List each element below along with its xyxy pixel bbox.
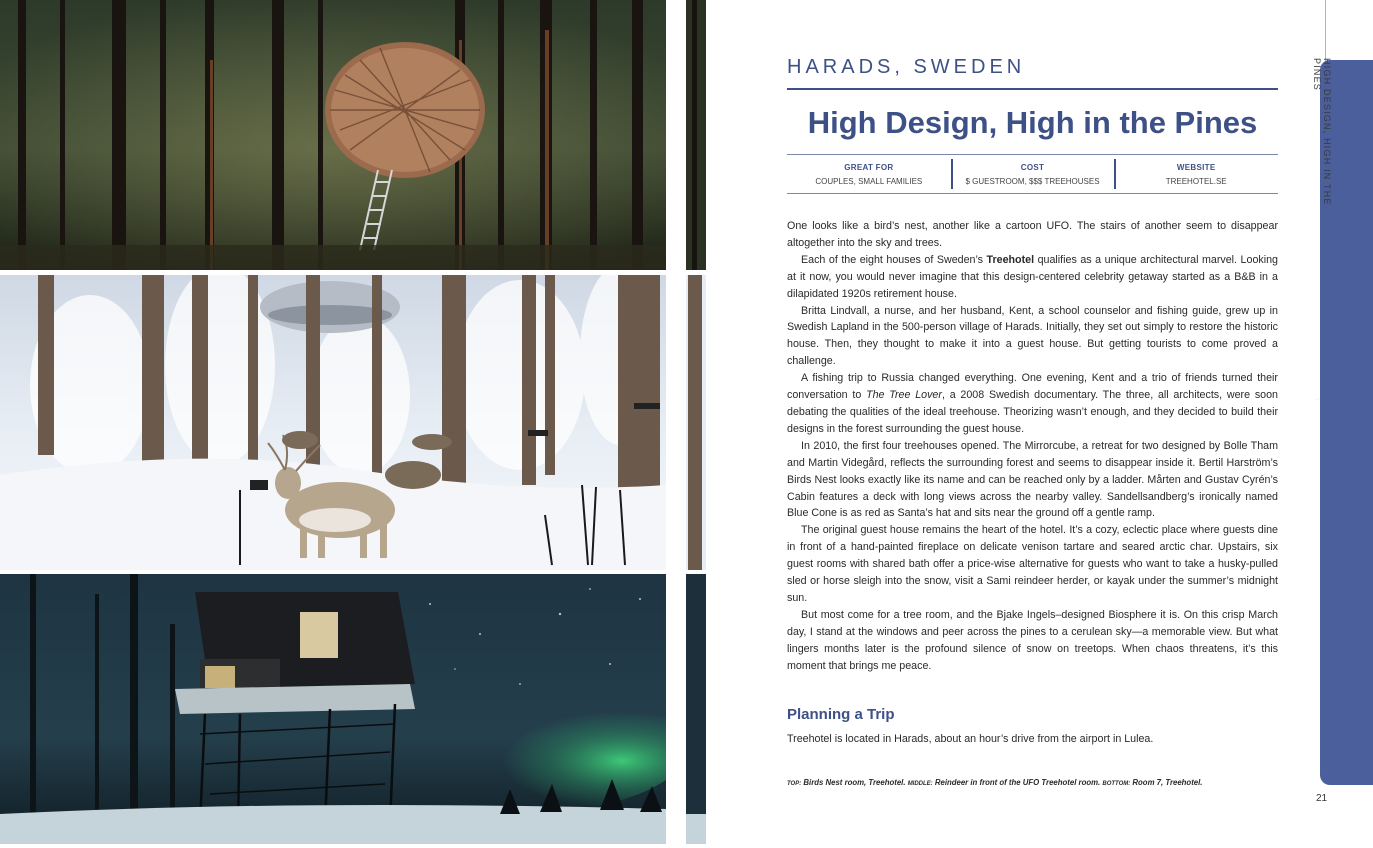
film-title: The Tree Lover	[866, 389, 942, 402]
info-great-for	[787, 155, 951, 193]
hotel-name: Treehotel	[986, 253, 1035, 266]
photo-sliver-middle	[686, 275, 706, 570]
paragraph-text: , a 2008 Swedish documentary. The three, all architects, were soon debating the qualities of the ideal treehouse. Theorizing wasn’t enough, and they decided to build their designs in the forest surrounding the guest house.	[787, 389, 1279, 435]
photo-birds-nest	[0, 0, 666, 270]
caption-tag: TOP:	[787, 781, 802, 787]
info-label: WEBSITE	[1176, 163, 1216, 172]
photo-room7-aurora	[0, 574, 666, 844]
paragraph-text: qualifies as a unique architectural marvel. Looking at it now, you would never imagine that this design-centered celebrity getaway started as a B&B in a dilapidated 1920s retirement house.	[787, 253, 1278, 300]
paragraph	[787, 370, 1278, 438]
paragraph	[787, 607, 1278, 675]
info-website	[1114, 155, 1278, 193]
heading-rule	[787, 88, 1278, 90]
article-body	[787, 218, 1278, 674]
caption-text: Reindeer in front of the UFO Treehotel room.	[932, 778, 1103, 787]
photo-sliver-bottom	[686, 574, 706, 844]
info-cost	[951, 155, 1115, 193]
paragraph	[787, 522, 1278, 607]
paragraph-text: Britta Lindvall, a nurse, and her husband, Kent, a school counselor and fishing guide, grew up in Swedish Lapland in the 500-person village of Harads. Initially, they set out simply to restore the historic house. Then, they thought to make it into a guest house. But getting tourists to come proved a challenge.	[787, 304, 1278, 368]
info-label: GREAT FOR	[844, 163, 894, 172]
paragraph	[787, 438, 1278, 523]
page-number: 21	[1316, 793, 1328, 804]
running-head: HIGH DESIGN, HIGH IN THE PINES	[1312, 58, 1332, 206]
photo-sliver-top	[686, 0, 706, 270]
paragraph	[787, 252, 1278, 303]
paragraph-text: The original guest house remains the heart of the hotel. It’s a cozy, eclectic place where guests dine in front of a hand-painted fireplace on delicate venison tartare and seared arctic char. Upstairs, six guest rooms with shared bath offer a price-wise alternative for guests who want to take a husky-pulled sled or horse sleigh into the snow, visit a Sami reindeer herder, or kayak under the summer’s midnight sun.	[787, 524, 1278, 604]
caption-text: Birds Nest room, Treehotel.	[801, 778, 908, 787]
paragraph-text: Each of the eight houses of Sweden’s	[801, 253, 987, 266]
planning-heading: Planning a Trip	[787, 706, 895, 723]
photo-caption	[787, 778, 1202, 787]
info-label: COST	[1020, 163, 1045, 172]
info-bar	[787, 154, 1278, 194]
caption-tag: BOTTOM:	[1102, 781, 1131, 787]
planning-text: Treehotel is located in Harads, about an hour’s drive from the airport in Lulea.	[787, 733, 1154, 745]
photo-reindeer-ufo	[0, 275, 666, 570]
caption-tag: MIDDLE:	[907, 781, 933, 787]
paragraph-text: But most come for a tree room, and the Bjake Ingels–designed Biosphere it is. On this crisp March day, I stand at the windows and peer across the pines to a cerulean sky—a memorable view. But what lingers months later is the profound silence of snow on treetops. When chaos threatens, it’s this moment that brings me peace.	[787, 608, 1278, 672]
paragraph-text: A fishing trip to Russia changed everything. One evening, Kent and a trio of friends turned their conversation to	[787, 372, 1278, 402]
paragraph	[787, 303, 1278, 371]
info-value: TREEHOTEL.SE	[1165, 177, 1227, 186]
info-value: $ GUESTROOM, $$$ TREEHOUSES	[965, 177, 1100, 186]
paragraph-text: In 2010, the first four treehouses opened. The Mirrorcube, a retreat for two designed by Bolle Tham and Martin Videgård, reflects the surrounding forest and seems to disappear inside it. Bertil Harström’s Birds Nest looks exactly like its name and can be reached only by a ladder. Mårten and Gustav Cyrén’s Cabin features a deck with long views across the nearby valley. Sandellsandberg’s ironically named Blue Cone is as red as Santa’s hat and sits near the ground off a gentle ramp.	[787, 439, 1278, 520]
article-headline: High Design, High in the Pines	[807, 105, 1258, 140]
info-value: COUPLES, SMALL FAMILIES	[815, 177, 923, 186]
paragraph	[787, 218, 1278, 252]
paragraph-text: One looks like a bird’s nest, another like a cartoon UFO. The stairs of another seem to disappear altogether into the sky and trees.	[787, 220, 1278, 249]
article-page	[706, 0, 1373, 848]
location-heading: HARADS, SWEDEN	[787, 56, 1026, 78]
caption-text: Room 7, Treehotel.	[1130, 778, 1203, 787]
